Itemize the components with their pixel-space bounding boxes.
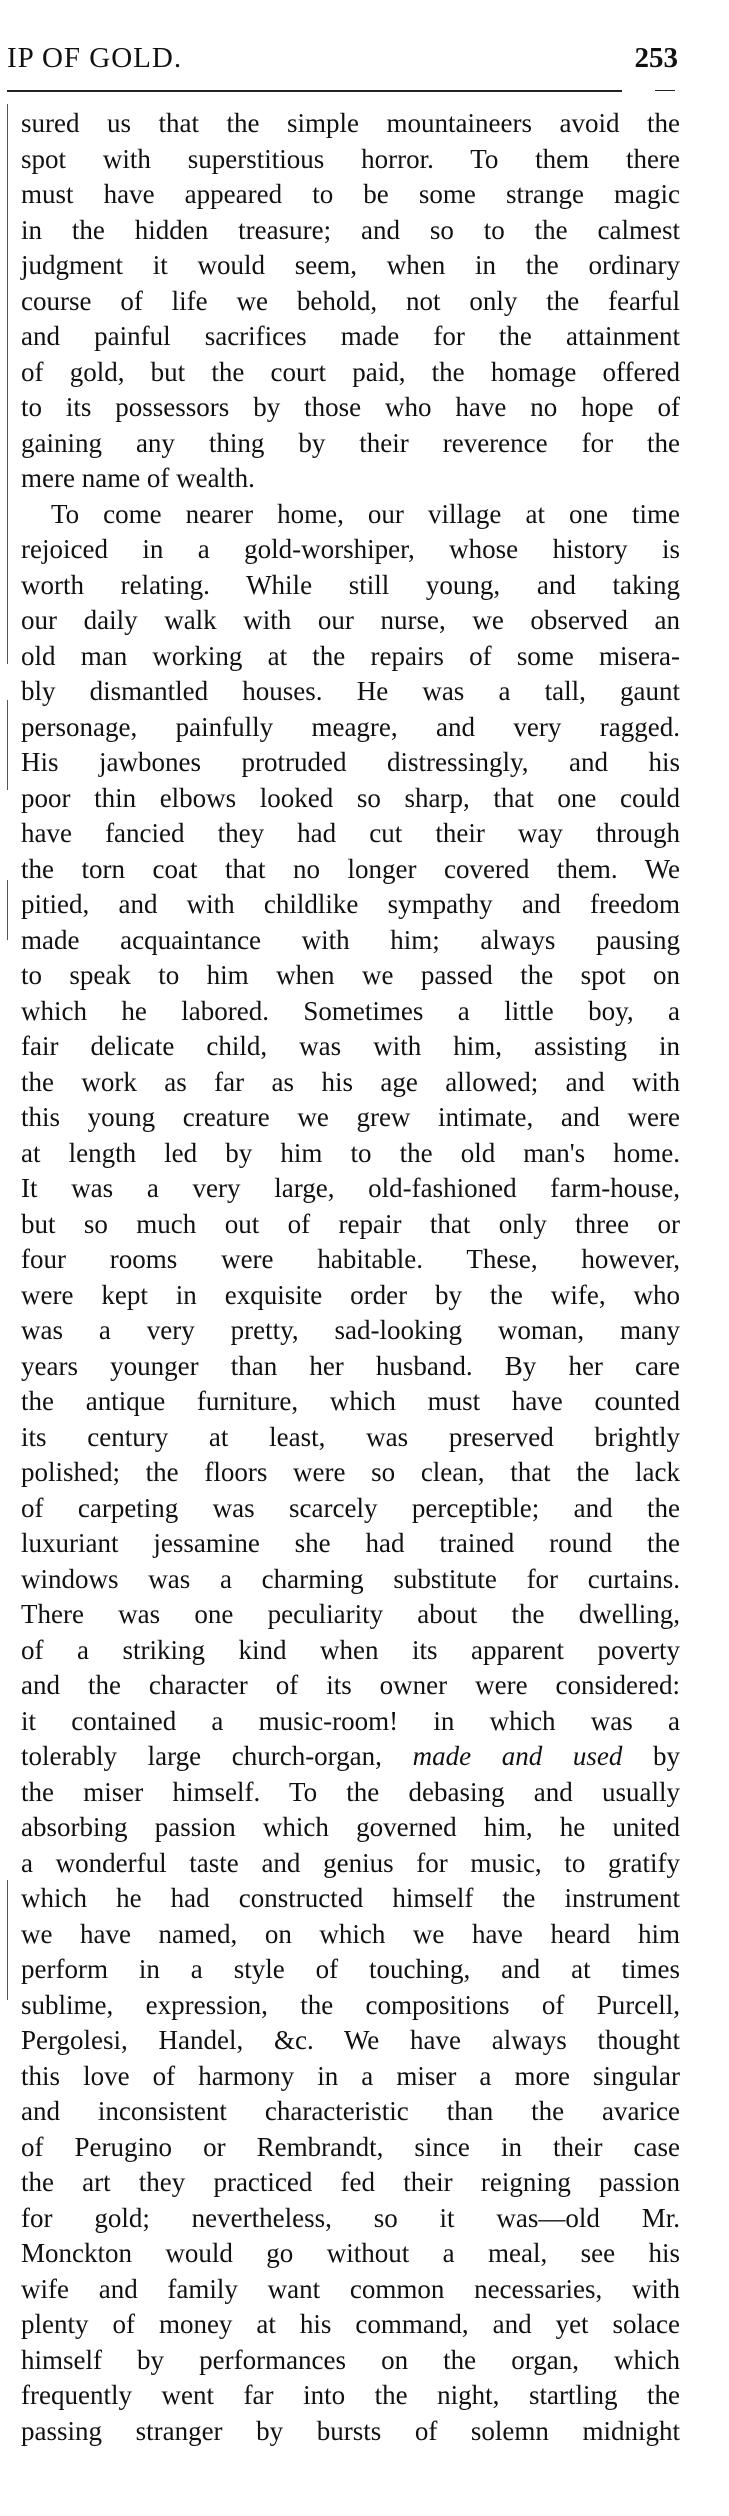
text-line: and painful sacrifices made for the attainment xyxy=(21,321,680,351)
text-line: in the hidden treasure; and so to the calmest xyxy=(21,214,680,245)
text-line: absorbing passion which governed him, he united xyxy=(21,1812,680,1842)
text-line: our daily walk with our nurse, we observed an xyxy=(21,605,680,635)
text-line: of carpeting was scarcely perceptible; and the xyxy=(21,1492,680,1523)
text-line: the antique furniture, which must have counted xyxy=(21,1386,680,1416)
body-text xyxy=(21,106,680,2449)
text-line: of gold, but the court paid, the homage offered xyxy=(21,356,680,387)
text-line: pitied, and with childlike sympathy and freedom xyxy=(21,889,680,919)
text-line: at length led by him to the old man's home. xyxy=(21,1137,680,1168)
text-line: to speak to him when we passed the spot on xyxy=(21,960,680,990)
text-line: passing stranger by bursts of solemn midnight xyxy=(21,2415,680,2446)
text-line: rejoiced in a gold-worshiper, whose history is xyxy=(21,534,680,564)
text-line: a wonderful taste and genius for music, to gratify xyxy=(21,1847,680,1878)
text-line: judgment it would seem, when in the ordinary xyxy=(21,250,680,280)
italic-emphasis: made and used xyxy=(412,1741,623,1771)
text-line: course of life we behold, not only the fearful xyxy=(21,285,680,316)
text-line: perform in a style of touching, and at times xyxy=(21,1954,680,1984)
text-line: His jawbones protruded distressingly, and his xyxy=(21,747,680,777)
text-line: old man working at the repairs of some misera- xyxy=(21,640,680,671)
running-title: IP OF GOLD. xyxy=(7,42,183,74)
text-line: worth relating. While still young, and taking xyxy=(21,569,680,600)
column-margin-line xyxy=(7,700,8,790)
text-line: himself by performances on the organ, which xyxy=(21,2344,680,2375)
text-line: sublime, expression, the compositions of Purcell, xyxy=(21,1989,680,2020)
text-line: which he had constructed himself the instrument xyxy=(21,1883,680,1913)
text-line: but so much out of repair that only three or xyxy=(21,1208,680,1239)
text-line: There was one peculiarity about the dwelling, xyxy=(21,1599,680,1629)
text-line: mere name of wealth. xyxy=(21,463,255,493)
text-line: it contained a music-room! in which was a xyxy=(21,1705,680,1736)
text-line: we have named, on which we have heard him xyxy=(21,1918,680,1949)
text-line: and inconsistent characteristic than the avarice xyxy=(21,2096,680,2126)
text-line: were kept in exquisite order by the wife, who xyxy=(21,1279,680,1310)
text-line: Monckton would go without a meal, see his xyxy=(21,2238,680,2268)
text-line: the art they practiced fed their reigning passion xyxy=(21,2167,680,2197)
text-line: wife and family want common necessaries, with xyxy=(21,2273,680,2304)
text-line: to its possessors by those who have no hope of xyxy=(21,392,680,422)
text-line: the torn coat that no longer covered them. We xyxy=(21,853,680,884)
text-line: the work as far as his age allowed; and with xyxy=(21,1066,680,1097)
text-line: frequently went far into the night, startling the xyxy=(21,2380,680,2410)
text-line: sured us that the simple mountaineers avoid the xyxy=(21,108,680,138)
text-line: It was a very large, old-fashioned farm-house, xyxy=(21,1173,680,1203)
column-margin-line xyxy=(7,880,8,940)
text-line: was a very pretty, sad-looking woman, many xyxy=(21,1315,680,1345)
text-line: must have appeared to be some strange magic xyxy=(21,179,680,209)
text-line: Pergolesi, Handel, &c. We have always thought xyxy=(21,2025,680,2055)
text-line: spot with superstitious horror. To them there xyxy=(21,143,680,174)
column-margin-line xyxy=(7,104,8,664)
text-line: this young creature we grew intimate, and were xyxy=(21,1102,680,1132)
text-line: which he labored. Sometimes a little boy, a xyxy=(21,995,680,1026)
text-line: poor thin elbows looked so sharp, that one could xyxy=(21,782,680,813)
text-line xyxy=(21,1739,680,1775)
text-segment: tolerably large church-organ, xyxy=(21,1741,413,1771)
column-margin-line xyxy=(7,1880,8,2000)
text-line: have fancied they had cut their way through xyxy=(21,818,680,848)
text-segment: by xyxy=(622,1741,681,1771)
header-rule xyxy=(7,90,622,92)
text-line: bly dismantled houses. He was a tall, gaunt xyxy=(21,676,680,706)
page-number: 253 xyxy=(634,42,678,74)
text-line: for gold; nevertheless, so it was—old Mr. xyxy=(21,2202,680,2233)
text-line: To come nearer home, our village at one time xyxy=(51,498,680,529)
text-line: years younger than her husband. By her care xyxy=(21,1350,680,1381)
text-line: polished; the floors were so clean, that the lack xyxy=(21,1457,680,1487)
text-line: of a striking kind when its apparent poverty xyxy=(21,1634,680,1665)
text-line: the miser himself. To the debasing and usually xyxy=(21,1776,680,1807)
text-line: personage, painfully meagre, and very ragged. xyxy=(21,711,680,742)
text-line: this love of harmony in a miser a more singular xyxy=(21,2060,680,2091)
text-line: of Perugino or Rembrandt, since in their case xyxy=(21,2131,680,2162)
header-rule-fragment xyxy=(655,90,675,91)
text-line: plenty of money at his command, and yet solace xyxy=(21,2309,680,2339)
text-line: fair delicate child, was with him, assisting in xyxy=(21,1031,680,1061)
text-line: windows was a charming substitute for curtains. xyxy=(21,1563,680,1594)
text-line: four rooms were habitable. These, however, xyxy=(21,1244,680,1274)
text-line: its century at least, was preserved brightly xyxy=(21,1421,680,1452)
text-line: made acquaintance with him; always pausing xyxy=(21,924,680,955)
text-line: luxuriant jessamine she had trained round the xyxy=(21,1528,680,1558)
text-line: and the character of its owner were considered: xyxy=(21,1670,680,1700)
text-line: gaining any thing by their reverence for the xyxy=(21,427,680,458)
